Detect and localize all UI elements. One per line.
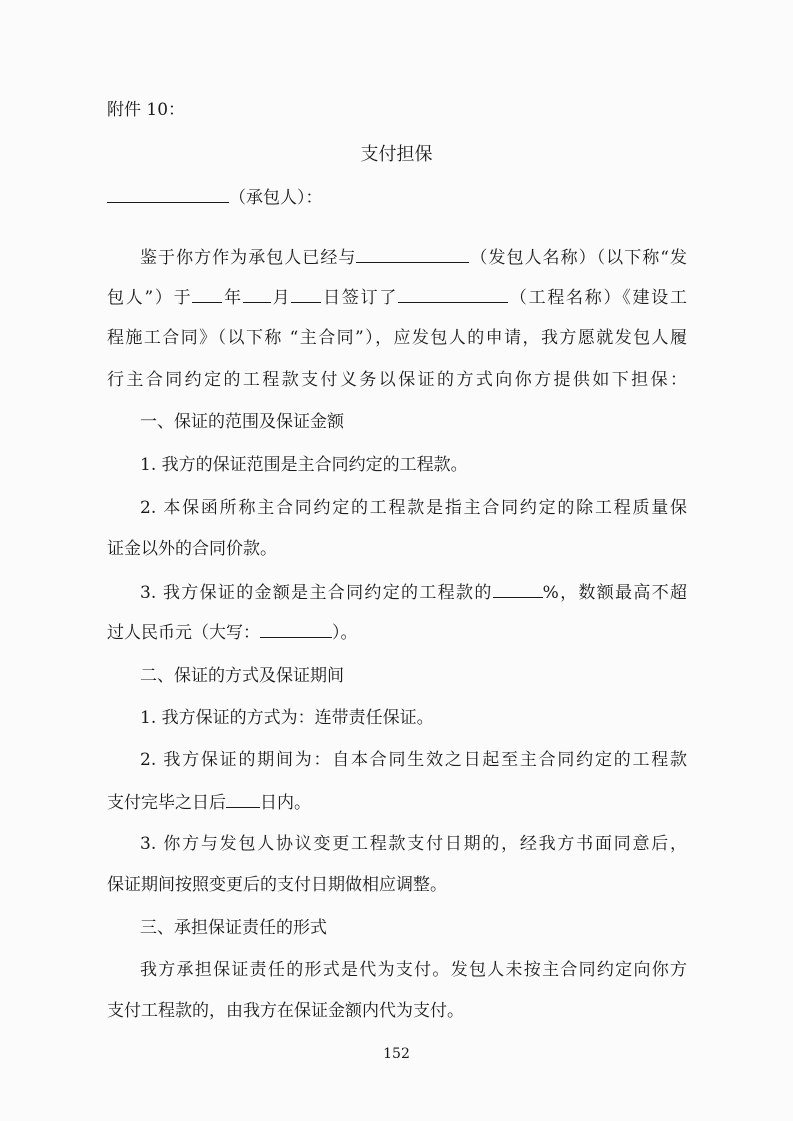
days-blank bbox=[226, 790, 260, 808]
section-1-item-2-line-1: 2. 本保函所称主合同约定的工程款是指主合同约定的除工程质量保 bbox=[140, 498, 687, 518]
attachment-label: 附件 10： bbox=[107, 100, 186, 120]
page-number: 152 bbox=[383, 1046, 410, 1062]
section-2-heading: 二、保证的方式及保证期间 bbox=[140, 666, 344, 686]
section-1-item-3-line-2: 过人民币元（大写： ）。 bbox=[107, 620, 358, 645]
page-title: 支付担保 bbox=[360, 144, 433, 165]
employer-name-blank bbox=[356, 245, 469, 263]
addressee-suffix: （承包人）： bbox=[229, 188, 323, 208]
addressee-line bbox=[107, 185, 323, 210]
section-2-item-2-line-2: 支付完毕之日后 日内。 bbox=[107, 790, 311, 815]
section-1-item-1: 1. 我方的保证范围是主合同约定的工程款。 bbox=[140, 455, 468, 475]
section-1-item-2-line-2: 证金以外的合同价款。 bbox=[107, 539, 277, 559]
section-1-heading: 一、保证的范围及保证金额 bbox=[140, 412, 344, 432]
section-1-item-3-line-1: 3. 我方保证的金额是主合同约定的工程款的 %，数额最高不超 bbox=[140, 580, 687, 605]
project-name-blank bbox=[398, 285, 508, 303]
intro-line-4: 行主合同约定的工程款支付义务以保证的方式向你方提供如下担保： bbox=[107, 370, 687, 390]
section-3-heading: 三、承担保证责任的形式 bbox=[140, 918, 327, 938]
amount-in-words-blank bbox=[260, 620, 332, 638]
section-2-item-3-line-2: 保证期间按照变更后的支付日期做相应调整。 bbox=[107, 875, 447, 895]
intro-line-1: 鉴于你方作为承包人已经与 （发包人名称）（以下称“发 bbox=[140, 245, 687, 270]
section-2-item-1: 1. 我方保证的方式为：连带责任保证。 bbox=[140, 708, 434, 728]
section-2-item-3-line-1: 3. 你方与发包人协议变更工程款支付日期的，经我方书面同意后， bbox=[140, 834, 687, 854]
intro-line-2: 包人”）于 年 月 日签订了 （工程名称）《建设工 bbox=[107, 285, 687, 310]
section-2-item-2-line-1: 2. 我方保证的期间为：自本合同生效之日起至主合同约定的工程款 bbox=[140, 750, 687, 770]
section-3-line-1: 我方承担保证责任的形式是代为支付。发包人未按主合同约定向你方 bbox=[140, 960, 687, 980]
intro-line-3: 程施工合同》（以下称 “主合同”），应发包人的申请，我方愿就发包人履 bbox=[107, 328, 687, 348]
contractor-name-blank bbox=[107, 185, 229, 203]
percentage-blank bbox=[493, 580, 543, 598]
section-3-line-2: 支付工程款的，由我方在保证金额内代为支付。 bbox=[107, 1001, 464, 1021]
month-blank bbox=[243, 285, 271, 303]
year-blank bbox=[192, 285, 222, 303]
day-blank bbox=[291, 285, 321, 303]
